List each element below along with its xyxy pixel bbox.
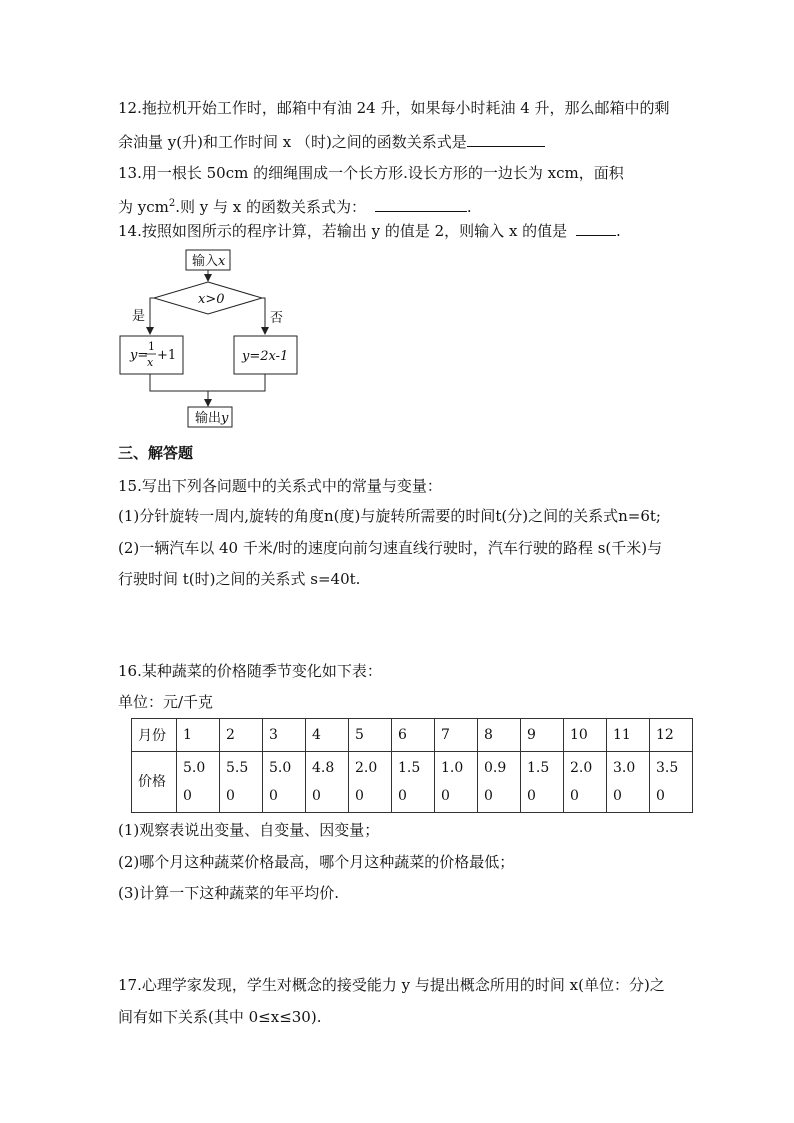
month-cell: 9 <box>521 719 564 752</box>
flow-left-frac-num: 1 <box>148 340 155 353</box>
q14-text: 14.按照如图所示的程序计算，若输出 y 的值是 2，则输入 x 的值是 <box>118 222 568 240</box>
svg-text:输入x <box>192 253 226 269</box>
q17-line2: 间有如下关系(其中 0≤x≤30). <box>118 1008 322 1026</box>
q13-line1: 13.用一根长 50cm 的细绳围成一个长方形.设长方形的一边长为 xcm，面积 <box>118 164 624 182</box>
q13-line2-b: .则 y 与 x 的函数关系式为： <box>175 198 367 216</box>
month-cell: 6 <box>392 719 435 752</box>
price-cell: 2.0 0 <box>564 752 607 813</box>
month-cell: 2 <box>220 719 263 752</box>
flow-input-label: 输入 <box>192 254 219 269</box>
q13-superscript: 2 <box>168 198 176 209</box>
month-cell: 1 <box>177 719 220 752</box>
month-cell: 3 <box>263 719 306 752</box>
price-cell: 5.0 0 <box>177 752 220 813</box>
q16-unit: 单位：元/千克 <box>118 693 214 711</box>
q13-answer-blank <box>375 197 467 212</box>
program-flowchart <box>110 244 320 429</box>
flow-condition: x>0 <box>198 292 225 307</box>
price-cell: 1.0 0 <box>435 752 478 813</box>
q16-item3: (3)计算一下这种蔬菜的年平均价. <box>118 884 340 902</box>
q15-item1: (1)分针旋转一周内,旋转的角度n(度)与旋转所需要的时间t(分)之间的关系式n=6t; <box>118 507 661 525</box>
q13-line2 <box>118 194 472 217</box>
flow-right-formula: y=2x-1 <box>242 349 289 364</box>
q12-answer-blank <box>467 132 545 147</box>
q17-line1: 17.心理学家发现，学生对概念的接受能力 y 与提出概念所用的时间 x(单位：分)之 <box>118 976 665 994</box>
q14-line1-end: . <box>615 222 621 240</box>
price-table <box>131 718 693 813</box>
table-row-months <box>132 719 693 752</box>
price-cell: 3.0 0 <box>607 752 650 813</box>
flow-yes-label: 是 <box>132 309 146 324</box>
q16-item1: (1)观察表说出变量、自变量、因变量； <box>118 821 380 839</box>
q15-item2-line2: 行驶时间 t(时)之间的关系式 s=40t. <box>118 570 361 588</box>
flow-left-tail: +1 <box>157 348 177 363</box>
price-cell: 1.5 0 <box>521 752 564 813</box>
price-cell: 1.5 0 <box>392 752 435 813</box>
price-cell: 3.5 0 <box>650 752 693 813</box>
q12-line1: 12.拖拉机开始工作时，邮箱中有油 24 升，如果每小时耗油 4 升，那么邮箱中的剩 <box>118 99 670 117</box>
month-cell: 5 <box>349 719 392 752</box>
month-cell: 10 <box>564 719 607 752</box>
section3-title: 三、解答题 <box>118 444 194 462</box>
month-header: 月份 <box>132 719 177 752</box>
flow-output-label: 输出 <box>195 411 222 426</box>
svg-text:输出y <box>195 410 229 426</box>
q16-intro: 16.某种蔬菜的价格随季节变化如下表： <box>118 662 382 680</box>
q14-answer-blank <box>576 221 616 236</box>
q15-item2-line1: (2)一辆汽车以 40 千米/时的速度向前匀速直线行驶时，汽车行驶的路程 s(千米)与 <box>118 539 663 557</box>
price-cell: 0.9 0 <box>478 752 521 813</box>
q12-line2-text: 余油量 y(升)和工作时间 x （时)之间的函数关系式是 <box>118 133 467 151</box>
month-cell: 11 <box>607 719 650 752</box>
q12-line2 <box>118 132 545 152</box>
price-cell: 5.5 0 <box>220 752 263 813</box>
price-cell: 4.8 0 <box>306 752 349 813</box>
q13-line2-a: 为 ycm <box>118 198 169 216</box>
flow-left-y: y= <box>130 348 149 363</box>
month-cell: 12 <box>650 719 693 752</box>
q15-intro: 15.写出下列各问题中的关系式中的常量与变量： <box>118 477 442 495</box>
month-cell: 4 <box>306 719 349 752</box>
q13-line2-end: . <box>466 198 472 216</box>
table-row-prices <box>132 752 693 813</box>
price-cell: 2.0 0 <box>349 752 392 813</box>
q16-item2: (2)哪个月这种蔬菜价格最高，哪个月这种蔬菜的价格最低； <box>118 853 515 871</box>
flow-left-frac-den: x <box>147 356 154 369</box>
price-header: 价格 <box>132 752 177 813</box>
month-cell: 7 <box>435 719 478 752</box>
price-cell: 5.0 0 <box>263 752 306 813</box>
flow-input-var: x <box>218 254 226 269</box>
flow-output-var: y <box>221 411 229 426</box>
flow-no-label: 否 <box>270 311 284 326</box>
month-cell: 8 <box>478 719 521 752</box>
q14-line1 <box>118 221 621 241</box>
